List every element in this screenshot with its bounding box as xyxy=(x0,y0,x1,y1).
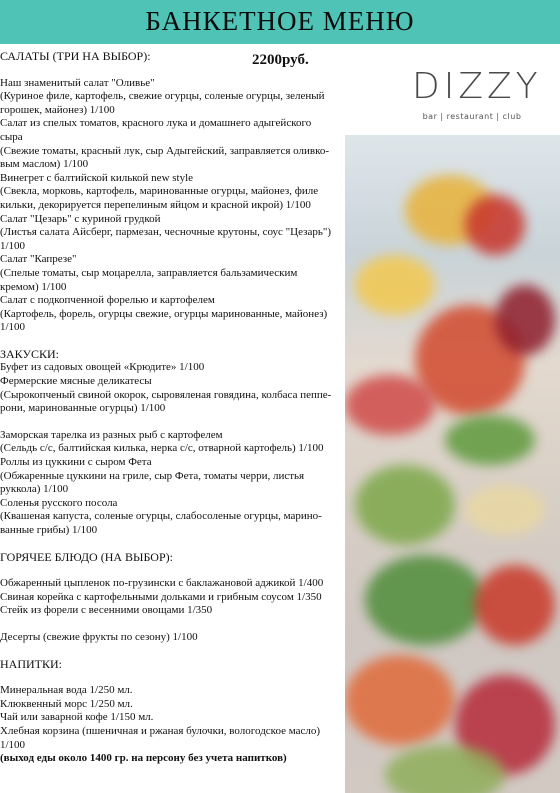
snack-line: ванные грибы) 1/100 xyxy=(0,524,98,536)
hot-dish-line: Обжаренный цыпленок по-грузински с баклажановой аджикой 1/400 xyxy=(0,577,324,590)
salad-line: вым маслом) 1/100 xyxy=(0,158,89,171)
hot-dish-heading: ГОРЯЧЕЕ БЛЮДО (НА ВЫБОР): xyxy=(0,549,173,564)
menu-price: 2200руб. xyxy=(252,52,309,68)
drink-line: Минеральная вода 1/250 мл. xyxy=(0,684,133,697)
logo-wordmark: DIZZY xyxy=(412,66,542,107)
drink-line: 1/100 xyxy=(0,738,26,751)
salad-line: 1/100 xyxy=(0,239,26,252)
snack-line: (Сырокопченый свиной окорок, сыровяленая говядина, колбаса пеппе- xyxy=(0,388,332,401)
snack-line: (Сельдь с/с, балтийская килька, нерка с/с, отварной картофель) 1/100 xyxy=(0,442,324,455)
menu-content xyxy=(0,50,352,766)
logo-subtitle: bar | restaurant | club xyxy=(422,112,522,121)
drinks-heading: НАПИТКИ: xyxy=(0,656,62,671)
snack-line: руккола) 1/100 xyxy=(0,483,69,496)
header-banner xyxy=(0,0,560,44)
salad-line: (Картофель, форель, огурцы свежие, огурцы маринованные, майонез) xyxy=(0,307,328,320)
snack-line: Буфет из садовых овощей «Крюдите» 1/100 xyxy=(0,361,205,374)
salad-line: Салат "Цезарь" с куриной грудкой xyxy=(0,212,161,225)
salad-line: кильки, декорируется перепелиным яйцом и красной икрой) 1/100 xyxy=(0,198,311,211)
salad-line: Наш знаменитый салат "Оливье" xyxy=(0,76,155,89)
dessert-line: Десерты (свежие фрукты по сезону) 1/100 xyxy=(0,630,198,643)
snacks-heading: ЗАКУСКИ: xyxy=(0,346,59,361)
hot-dish-list xyxy=(0,577,352,644)
salads-heading: САЛАТЫ (ТРИ НА ВЫБОР): xyxy=(0,49,151,63)
salad-line: сыра xyxy=(0,130,23,143)
salad-line: (Свекла, морковь, картофель, маринованные огурцы, майонез, филе xyxy=(0,185,319,198)
hot-dish-line: Свиная корейка с картофельными дольками и грибным соусом 1/350 xyxy=(0,590,322,603)
salad-line: Винегрет с балтийской килькой new style xyxy=(0,171,194,184)
salad-line: горошек, майонез) 1/100 xyxy=(0,103,115,116)
drink-line: Чай или заварной кофе 1/150 мл. xyxy=(0,711,154,724)
dizzy-logo xyxy=(412,62,542,128)
salad-line: Салат из спелых томатов, красного лука и домашнего адыгейского xyxy=(0,117,312,130)
snack-line: Фермерские мясные деликатесы xyxy=(0,375,152,388)
salad-line: Салат "Капрезе" xyxy=(0,253,77,266)
hot-dish-line: Стейк из форели с весенними овощами 1/350 xyxy=(0,604,213,617)
snack-line: Роллы из цуккини с сыром Фета xyxy=(0,456,152,469)
salad-line: 1/100 xyxy=(0,321,26,334)
snack-line: Соленья русского посола xyxy=(0,496,118,509)
snack-line: Заморская тарелка из разных рыб с картофелем xyxy=(0,428,223,441)
snacks-list xyxy=(0,361,352,537)
salad-line: (Листья салата Айсберг, пармезан, чесночные крутоны, соус "Цезарь") xyxy=(0,226,332,239)
drink-line: Клюквенный морс 1/250 мл. xyxy=(0,697,133,710)
snack-line: рони, маринованные огурцы) 1/100 xyxy=(0,402,166,415)
salad-line: (Куриное филе, картофель, свежие огурцы, соленые огурцы, зеленый xyxy=(0,90,325,103)
drink-line: Хлебная корзина (пшеничная и ржаная булочки, вологодское масло) xyxy=(0,724,321,737)
banquet-table-photo xyxy=(345,135,560,793)
salad-line: кремом) 1/100 xyxy=(0,280,67,293)
salad-line: Салат с подкопченной форелью и картофелем xyxy=(0,294,215,307)
drinks-list xyxy=(0,684,352,766)
page-title: БАНКЕТНОЕ МЕНЮ xyxy=(145,6,415,36)
snack-line: (Обжаренные цуккини на гриле, сыр Фета, томаты черри, листья xyxy=(0,469,305,482)
portion-footnote: (выход еды около 1400 гр. на персону без учета напитков) xyxy=(0,752,287,765)
salad-line: (Спелые томаты, сыр моцарелла, заправляется бальзамическим xyxy=(0,266,298,279)
snack-line: (Квашеная капуста, соленые огурцы, слабосоленые огурцы, марино- xyxy=(0,510,322,523)
salads-list xyxy=(0,77,352,335)
salad-line: (Свежие томаты, красный лук, сыр Адыгейский, заправляется оливко- xyxy=(0,144,330,157)
